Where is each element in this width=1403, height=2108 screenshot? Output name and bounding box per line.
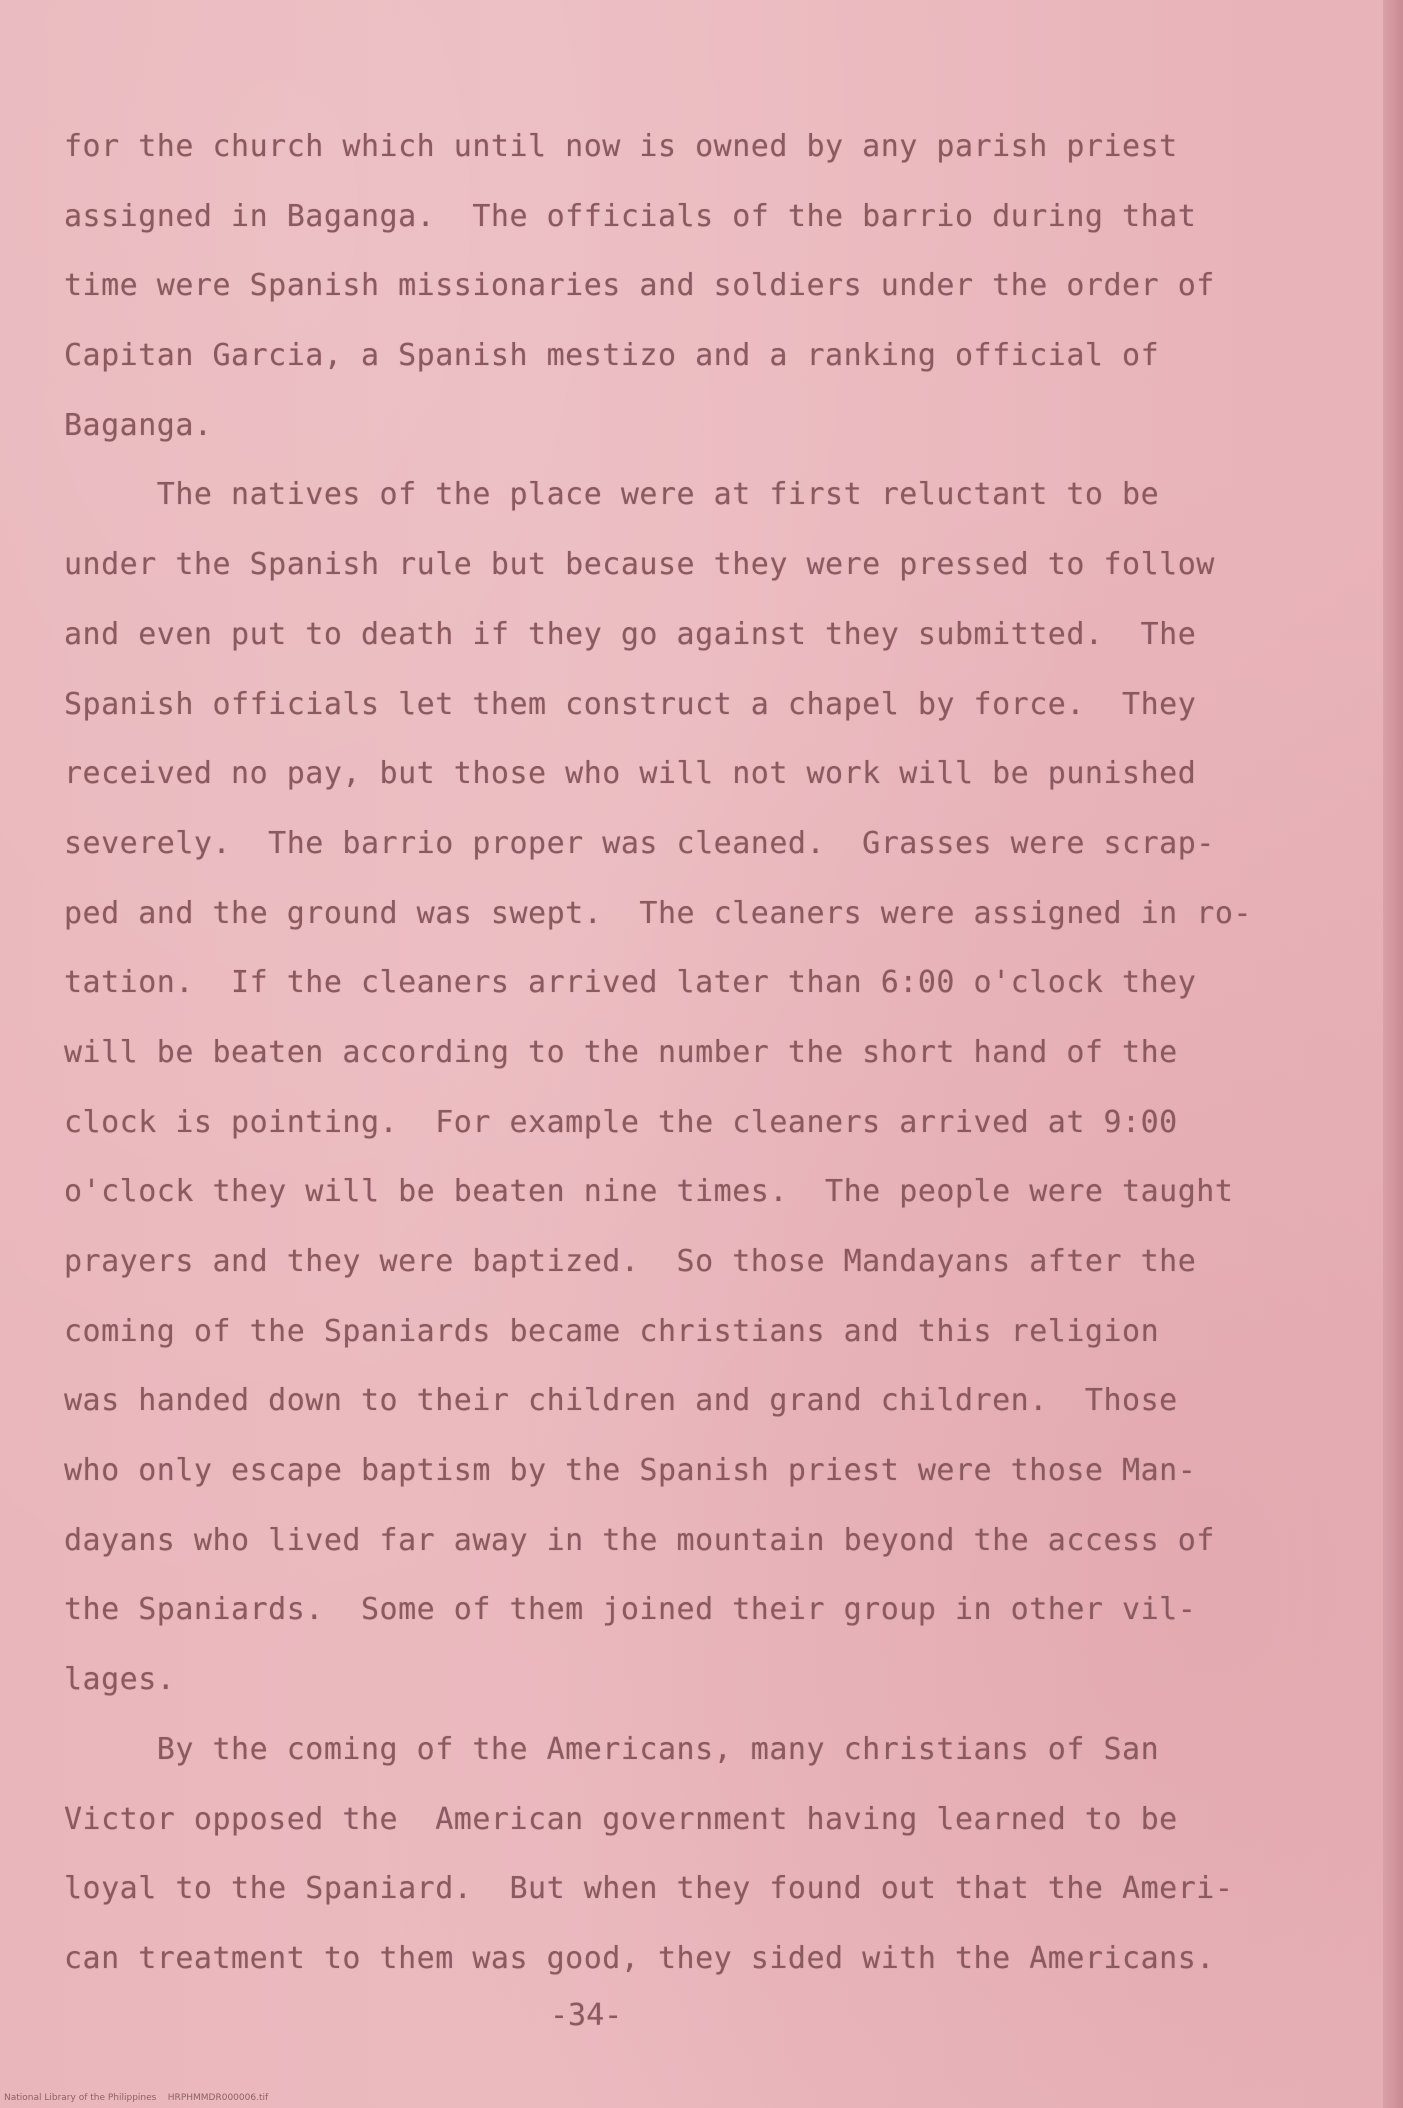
text-line: loyal to the Spaniard. But when they found out that the Ameri- xyxy=(64,1871,1234,1907)
archive-footer: National Library of the Philippines HRPHMMDR000006.tif xyxy=(4,2093,269,2103)
text-line: time were Spanish missionaries and soldiers under the order of xyxy=(64,268,1215,304)
page-edge-shadow xyxy=(1383,0,1403,2108)
text-line: Spanish officials let them construct a chapel by force. They xyxy=(64,686,1197,722)
text-line: can treatment to them was good, they sided with the Americans. xyxy=(64,1940,1215,1976)
text-line: coming of the Spaniards became christians and this religion xyxy=(64,1313,1160,1349)
text-line: will be beaten according to the number the short hand of the xyxy=(64,1034,1178,1070)
text-line: dayans who lived far away in the mountain beyond the access of xyxy=(64,1522,1215,1558)
text-line: Baganga. xyxy=(64,407,213,443)
text-line: and even put to death if they go against they submitted. The xyxy=(64,616,1197,652)
text-line: who only escape baptism by the Spanish priest were those Man- xyxy=(64,1453,1197,1489)
text-line: clock is pointing. For example the cleaners arrived at 9:00 xyxy=(64,1104,1178,1140)
text-line: o'clock they will be beaten nine times. The people were taught xyxy=(64,1174,1234,1210)
text-line: for the church which until now is owned by any parish priest xyxy=(64,129,1178,164)
text-line: tation. If the cleaners arrived later than 6:00 o'clock they xyxy=(64,965,1197,1001)
text-line: lages. xyxy=(64,1662,176,1698)
text-line: Victor opposed the American government having learned to be xyxy=(64,1801,1178,1837)
text-line: By the coming of the Americans, many christians of San xyxy=(64,1731,1160,1767)
typed-body-text xyxy=(64,112,1252,1994)
text-line: Capitan Garcia, a Spanish mestizo and a ranking official of xyxy=(64,338,1160,374)
text-line: prayers and they were baptized. So those Mandayans after the xyxy=(64,1244,1197,1279)
text-line: assigned in Baganga. The officials of the barrio during that xyxy=(64,198,1197,234)
text-line: received no pay, but those who will not work will be punished xyxy=(64,756,1197,792)
page-number: -34- xyxy=(550,1998,623,2033)
text-line: was handed down to their children and grand children. Those xyxy=(64,1383,1178,1419)
text-line: the Spaniards. Some of them joined their group in other vil- xyxy=(64,1592,1197,1628)
text-line: under the Spanish rule but because they were pressed to follow xyxy=(64,547,1215,583)
text-line: severely. The barrio proper was cleaned. Grasses were scrap- xyxy=(64,825,1215,861)
text-line: The natives of the place were at first reluctant to be xyxy=(64,477,1160,513)
text-line: ped and the ground was swept. The cleaners were assigned in ro- xyxy=(64,895,1252,931)
